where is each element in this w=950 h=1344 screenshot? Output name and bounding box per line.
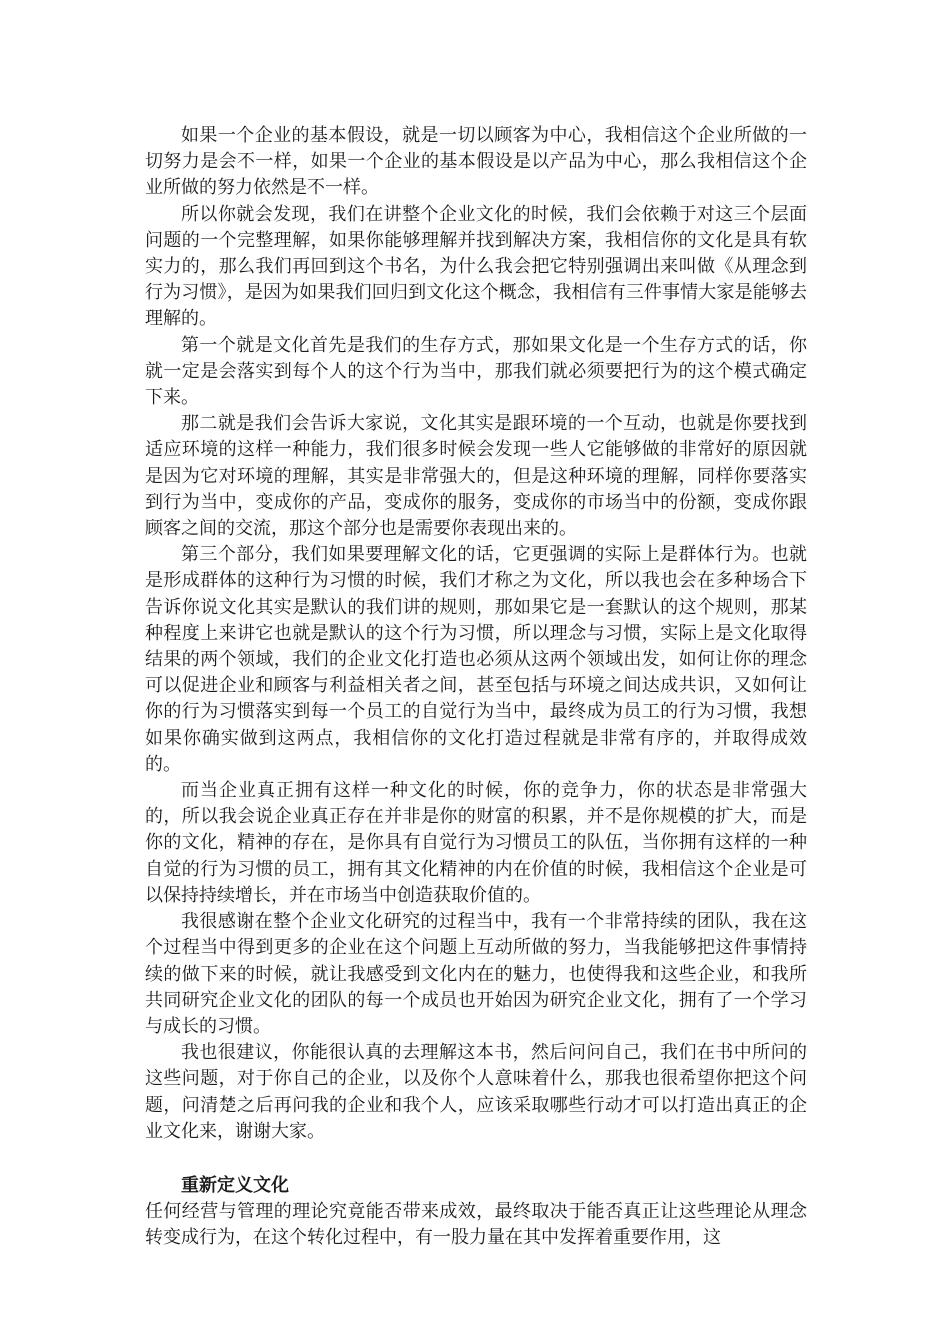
paragraph-8: 我也很建议，你能很认真的去理解这本书，然后问问自己，我们在书中所问的这些问题，对于你自己的企业，以及你个人意味着什么，那我也很希望你把这个问题，问清楚之后再问我的企业和我个人，应该采取哪些行动才可以打造出真正的企业文化来，谢谢大家。 <box>145 1042 807 1142</box>
paragraph-4: 那二就是我们会告诉大家说，文化其实是跟环境的一个互动，也就是你要找到适应环境的这样一种能力，我们很多时候会发现一些人它能够做的非常好的原因就是因为它对环境的理解，其实是非常强大的，但是这种环境的理解，同样你要落实到行为当中，变成你的产品，变成你的服务，变成你的市场当中的份额，变成你跟顾客之间的交流，那这个部分也是需要你表现出来的。 <box>145 413 807 540</box>
paragraph-5: 第三个部分，我们如果要理解文化的话，它更强调的实际上是群体行为。也就是形成群体的这种行为习惯的时候，我们才称之为文化，所以我也会在多种场合下告诉你说文化其实是默认的我们讲的规则，那如果它是一套默认的这个规则，那某种程度上来讲它也就是默认的这个行为习惯，所以理念与习惯，实际上是文化取得结果的两个领域，我们的企业文化打造也必须从这两个领域出发，如何让你的理念可以促进企业和顾客与利益相关者之间，甚至包括与环境之间达成共识，又如何让你的行为习惯落实到每一个员工的自觉行为当中，最终成为员工的行为习惯，我想如果你确实做到这两点，我相信你的文化打造过程就是非常有序的，并取得成效的。 <box>145 544 807 775</box>
section-heading: 重新定义文化 <box>181 1174 289 1196</box>
paragraph-3: 第一个就是文化首先是我们的生存方式，那如果文化是一个生存方式的话，你就一定是会落实到每个人的这个行为当中，那我们就必须要把行为的这个模式确定下来。 <box>145 334 807 409</box>
paragraph-1: 如果一个企业的基本假设，就是一切以顾客为中心，我相信这个企业所做的一切努力是会不一样，如果一个企业的基本假设是以产品为中心，那么我相信这个企业所做的努力依然是不一样。 <box>145 125 807 199</box>
paragraph-6: 而当企业真正拥有这样一种文化的时候，你的竞争力，你的状态是非常强大的，所以我会说企业真正存在并非是你的财富的积累，并不是你规模的扩大，而是你的文化，精神的存在，是你具有自觉行为习惯员工的队伍，当你拥有这样的一种自觉的行为习惯的员工，拥有其文化精神的内在价值的时候，我相信这个企业是可以保持持续增长，并在市场当中创造获取价值的。 <box>145 780 807 906</box>
paragraph-2: 所以你就会发现，我们在讲整个企业文化的时候，我们会依赖于对这三个层面问题的一个完整理解，如果你能够理解并找到解决方案，我相信你的文化是具有软实力的，那么我们再回到这个书名，为什么我会把它特别强调出来叫做《从理念到行为习惯》，是因为如果我们回归到文化这个概念，我相信有三件事情大家是能够去理解的。 <box>145 203 807 330</box>
paragraph-7: 我很感谢在整个企业文化研究的过程当中，我有一个非常持续的团队，我在这个过程当中得到更多的企业在这个问题上互动所做的努力，当我能够把这件事情持续的做下来的时候，就让我感受到文化内在的魅力，也使得我和这些企业，和我所共同研究企业文化的团队的每一个成员也开始因为研究企业文化，拥有了一个学习与成长的习惯。 <box>145 911 807 1037</box>
document-page <box>145 123 807 1251</box>
section-first-paragraph: 任何经营与管理的理论究竟能否带来成效，最终取决于能否真正让这些理论从理念转变成行为，在这个转化过程中，有一股力量在其中发挥着重要作用，这 <box>145 1200 807 1249</box>
